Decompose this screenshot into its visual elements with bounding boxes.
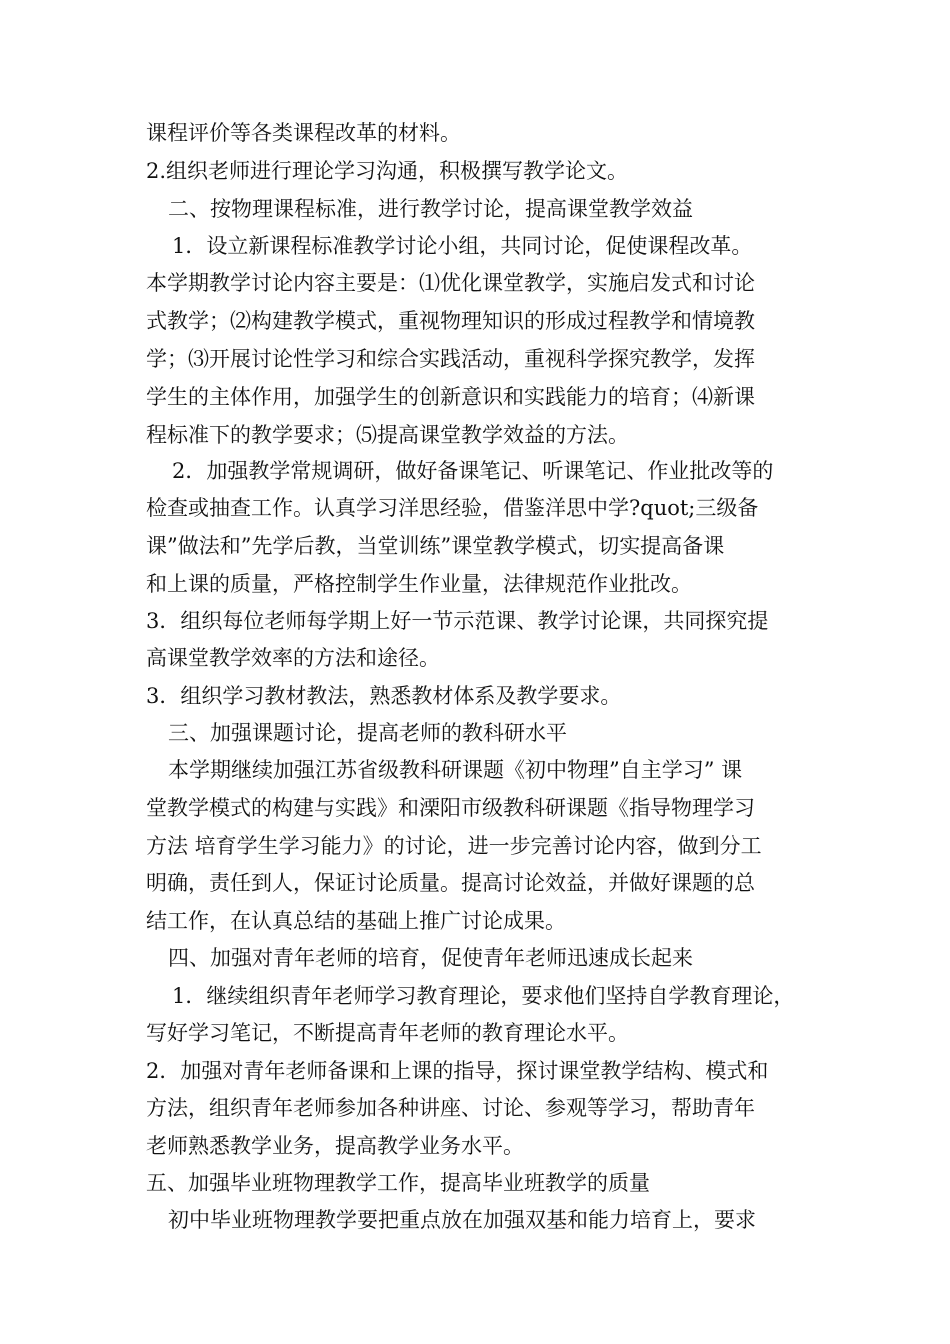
section-heading: 三、加强课题讨论，提高老师的教科研水平 xyxy=(168,721,567,745)
text-line: 2.组织老师进行理论学习沟通，积极撰写教学论文。 xyxy=(146,159,629,183)
text-line: 程标准下的教学要求；⑸提高课堂教学效益的方法。 xyxy=(146,423,629,447)
text-line: 高课堂教学效率的方法和途径。 xyxy=(146,646,440,670)
text-line: 本学期继续加强江苏省级教科研课题《初中物理”自主学习” 课 xyxy=(168,758,743,782)
text-line: 3．组织每位老师每学期上好一节示范课、教学讨论课，共同探究提 xyxy=(146,609,769,633)
text-line: 课程评价等各类课程改革的材料。 xyxy=(146,121,461,145)
text-line: 课”做法和”先学后教，当堂训练”课堂教学模式，切实提高备课 xyxy=(146,534,725,558)
section-heading: 二、按物理课程标准，进行教学讨论，提高课堂教学效益 xyxy=(168,197,693,221)
text-line: 初中毕业班物理教学要把重点放在加强双基和能力培育上，要求 xyxy=(168,1208,756,1232)
text-line: 学；⑶开展讨论性学习和综合实践活动，重视科学探究教学，发挥 xyxy=(146,347,755,371)
text-line: 结工作，在认真总结的基础上推广讨论成果。 xyxy=(146,909,566,933)
text-line: 写好学习笔记，不断提高青年老师的教育理论水平。 xyxy=(146,1021,629,1045)
text-line: 3．组织学习教材教法，熟悉教材体系及教学要求。 xyxy=(146,684,622,708)
text-line: 本学期教学讨论内容主要是：⑴优化课堂教学，实施启发式和讨论 xyxy=(146,271,755,295)
text-line: 1．设立新课程标准教学讨论小组，共同讨论，促使课程改革。 xyxy=(172,234,753,258)
text-line: 学生的主体作用，加强学生的创新意识和实践能力的培育；⑷新课 xyxy=(146,385,755,409)
text-line: 和上课的质量，严格控制学生作业量，法律规范作业批改。 xyxy=(146,572,692,596)
text-line: 方法 培育学生学习能力》的讨论，进一步完善讨论内容，做到分工 xyxy=(146,834,762,858)
text-line: 式教学；⑵构建教学模式，重视物理知识的形成过程教学和情境教 xyxy=(146,309,755,333)
section-heading: 五、加强毕业班物理教学工作，提高毕业班教学的质量 xyxy=(146,1171,650,1195)
text-line: 方法，组织青年老师参加各种讲座、讨论、参观等学习，帮助青年 xyxy=(146,1096,755,1120)
text-line: 2．加强对青年老师备课和上课的指导，探讨课堂教学结构、模式和 xyxy=(146,1059,769,1083)
text-line: 2．加强教学常规调研，做好备课笔记、听课笔记、作业批改等的 xyxy=(172,459,774,483)
section-heading: 四、加强对青年老师的培育，促使青年老师迅速成长起来 xyxy=(168,946,693,970)
text-line: 1．继续组织青年老师学习教育理论，要求他们坚持自学教育理论， xyxy=(172,984,795,1008)
text-line: 明确，责任到人，保证讨论质量。提高讨论效益，并做好课题的总 xyxy=(146,871,755,895)
text-line: 老师熟悉教学业务，提高教学业务水平。 xyxy=(146,1134,524,1158)
text-line: 检查或抽查工作。认真学习洋思经验，借鉴洋思中学?quot;三级备 xyxy=(146,496,759,520)
text-line: 堂教学模式的构建与实践》和溧阳市级教科研课题《指导物理学习 xyxy=(146,796,755,820)
